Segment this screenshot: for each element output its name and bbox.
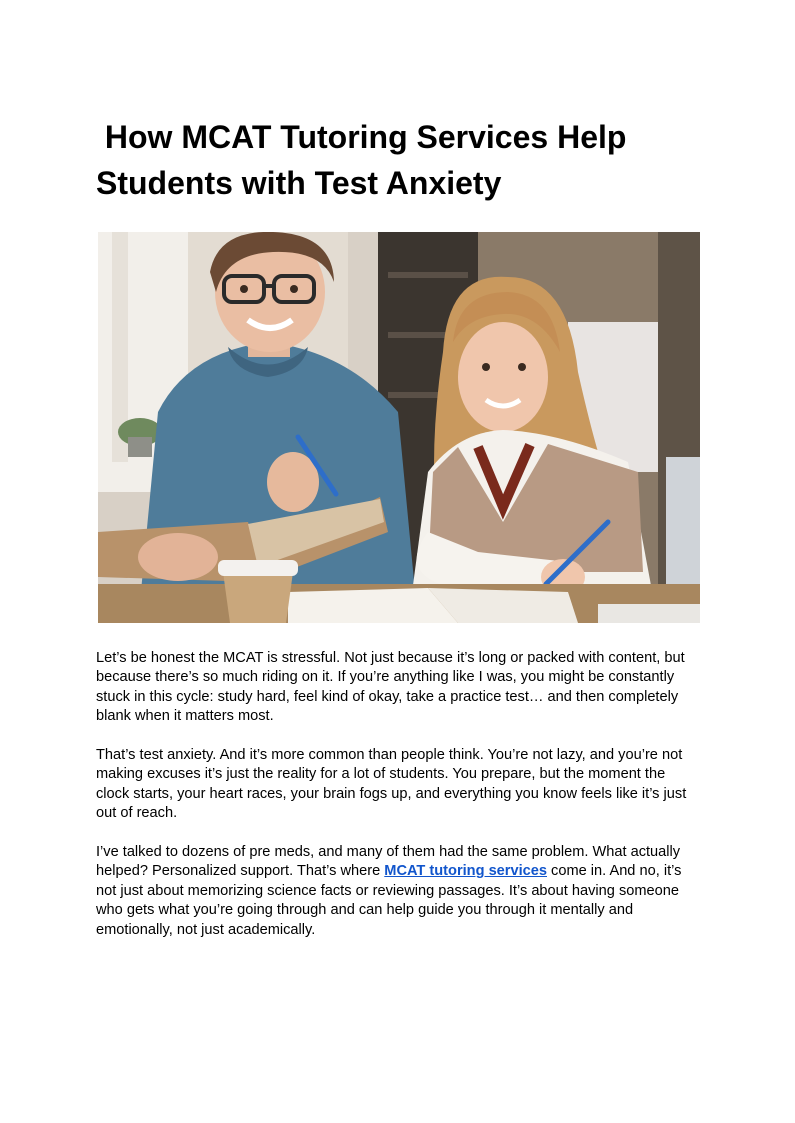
paragraph-3 <box>96 843 700 940</box>
paragraph-3-lead: I’ve talked to dozens of pre meds, and many of them had the same problem. What actually helped? Personalized support. That’s where <box>96 844 681 880</box>
mcat-tutoring-services-link[interactable]: MCAT tutoring services <box>384 863 547 880</box>
hero-photo-two-students-studying <box>98 232 700 623</box>
article-title: How MCAT Tutoring Services Help Students with Test Anxiety <box>96 119 636 201</box>
paragraph-2: That’s test anxiety. And it’s more common than people think. You’re not lazy, and you’re not making excuses it’s just the reality for a lot of students. You prepare, but the moment the clock starts, your heart races, your brain fogs up, and everything you know feels like it’s just out of reach. <box>96 747 687 822</box>
paragraph-1: Let’s be honest the MCAT is stressful. Not just because it’s long or packed with content, but because there’s so much riding on it. If you’re anything like I was, you might be constantly stuck in this cycle: study hard, feel kind of okay, take a practice test… and then completely blank when it matters most. <box>96 650 685 725</box>
paragraph-3-rest: come in. And no, it’s not just about memorizing science facts or reviewing passages. It’s about having someone who gets what you’re going through and can help guide you through it mentally and emotionally, not just academically. <box>96 863 682 938</box>
hero-photo-illustration <box>98 232 700 623</box>
